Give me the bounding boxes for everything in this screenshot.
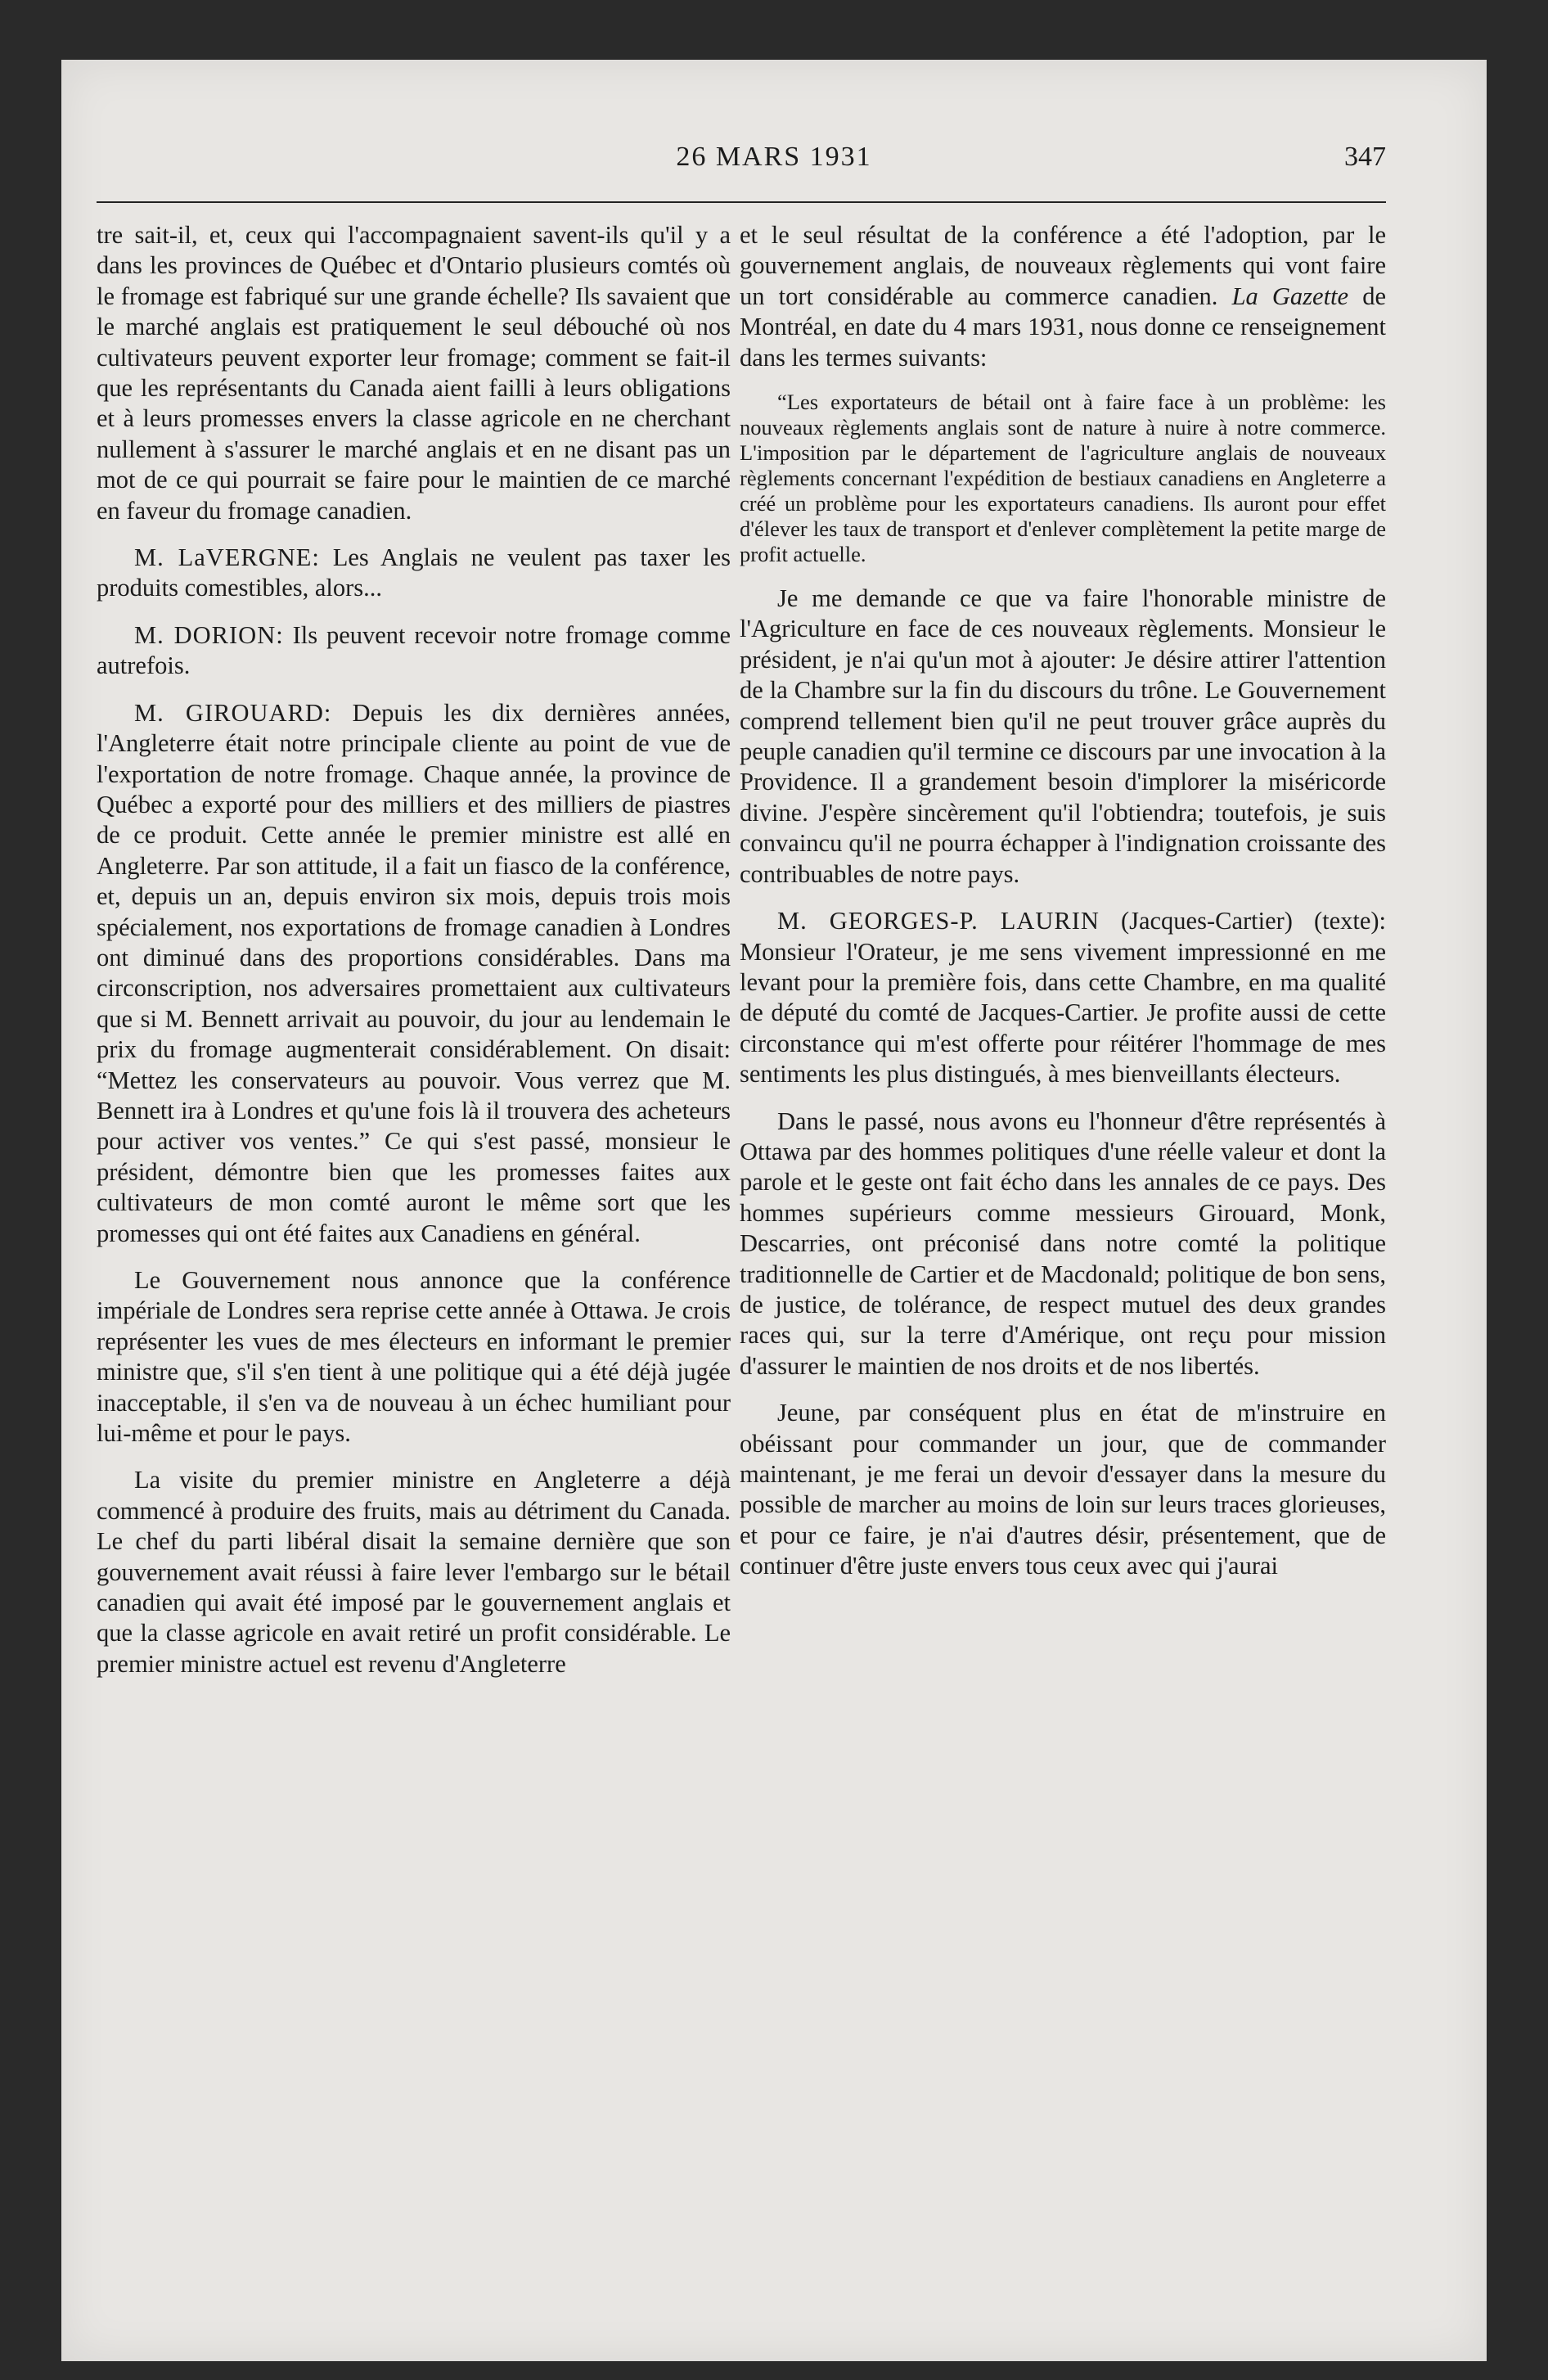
speaker-name: M. GEORGES-P. LAURIN <box>777 907 1100 935</box>
paragraph-text: Ils peuvent recevoir notre fromage comme autrefois. <box>97 620 731 680</box>
scanned-page <box>61 60 1487 2361</box>
paragraph <box>97 220 731 526</box>
paragraph-text: Jeune, par conséquent plus en état de m'instruire en obéissant pour commander un jour, que de commander maintenant, je me ferai un devoir d'essayer dans la mesure du possible de marcher au moins de loin sur leurs traces glorieuses, et pour ce faire, je n'ai d'autres désir, présentement, que de continuer d'être juste envers tous ceux avec qui j'aurai <box>740 1399 1386 1580</box>
newspaper-title: La Gazette <box>1231 282 1349 310</box>
left-column <box>97 220 731 1696</box>
paragraph <box>740 1107 1386 1382</box>
paragraph <box>740 584 1386 890</box>
running-title: 26 MARS 1931 <box>676 142 872 172</box>
speaker-name: M. DORION: <box>134 620 284 649</box>
quotation <box>740 390 1386 567</box>
paragraph <box>740 220 1386 373</box>
speaker-name: M. GIROUARD: <box>134 698 332 727</box>
paragraph <box>97 620 731 682</box>
paragraph <box>97 543 731 604</box>
paragraph-text: Dans le passé, nous avons eu l'honneur d'être représentés à Ottawa par des hommes politiques d'une réelle valeur et dont la parole et le geste ont fait écho dans les annales de ce pays. Des hommes supérieurs comme messieurs Girouard, Monk, Descarries, ont préconisé dans notre comté la politique traditionnelle de Cartier et de Macdonald; politique de bon sens, de justice, de tolérance, de respect mutuel des deux grandes races qui, sur la terre d'Amérique, ont reçu pour mission d'assurer le maintien de nos droits et de nos libertés. <box>740 1107 1386 1380</box>
paragraph-text: Depuis les dix dernières années, l'Angleterre était notre principale cliente au point de vue de l'exportation de notre fromage. Chaque année, la province de Québec a exporté pour des milliers et des milliers de piastres de ce produit. Cette année le premier ministre est allé en Angleterre. Par son attitude, il a fait un fiasco de la conférence, et, depuis un an, depuis environ six mois, depuis trois mois spécialement, nos exportations de fromage canadien à Londres ont diminué dans des proportions considérables. Dans ma circonscription, nos adversaires promettaient aux cultivateurs que si M. Bennett arrivait au pouvoir, du jour au lendemain le prix du fromage augmenterait considérablement. On disait: “Mettez les conservateurs au pouvoir. Vous verrez que M. Bennett ira à Londres et qu'une fois là il trouvera des acheteurs pour activer vos ventes.” Ce qui s'est passé, monsieur le président, démontre bien que les promesses faites aux cultivateurs de mon comté auront le même sort que les promesses qui ont été faites aux Canadiens en général. <box>97 698 731 1247</box>
paragraph <box>97 1465 731 1679</box>
right-column <box>740 220 1386 1598</box>
paragraph <box>740 906 1386 1089</box>
speaker-name: M. LaVERGNE: <box>134 543 320 572</box>
paragraph-text: Je me demande ce que va faire l'honorable ministre de l'Agriculture en face de ces nouveaux règlements. Monsieur le président, je n'ai qu'un mot à ajouter: Je désire attirer l'attention de la Chambre sur la fin du discours du trône. Le Gouvernement comprend tellement bien qu'il ne peut trouver grâce auprès du peuple canadien qu'il termine ce discours par une invocation à la Providence. Il a grandement besoin d'implorer la miséricorde divine. J'espère sincèrement qu'il l'obtiendra; toutefois, je suis convaincu qu'il ne pourra échapper à l'indignation croissante des contribuables de notre pays. <box>740 584 1386 888</box>
paragraph-text: Le Gouvernement nous annonce que la conférence impériale de Londres sera reprise cette année à Ottawa. Je crois représenter les vues de mes électeurs en informant le premier ministre que, s'il s'en tient à une politique qui a été déjà jugée inacceptable, il s'en va de nouveau à un échec humiliant pour lui-même et pour le pays. <box>97 1266 731 1448</box>
page-number: 347 <box>1344 142 1386 172</box>
paragraph-text: de Montréal, en date du 4 mars 1931, nous donne ce renseignement dans les termes suivants: <box>740 282 1387 372</box>
paragraph-text: et le seul résultat de la conférence a été l'adoption, par le gouvernement anglais, de nouveaux règlements qui vont faire un tort considérable au commerce canadien. <box>740 221 1386 310</box>
quotation-text: “Les exportateurs de bétail ont à faire face à un problème: les nouveaux règlements anglais sont de nature à nuire à notre commerce. L'imposition par le département de l'agriculture anglais de nouveaux règlements concernant l'expédition de bestiaux canadiens en Angleterre a créé un problème pour les exportateurs canadiens. Ils auront pour effet d'élever les taux de transport et d'enlever complètement la petite marge de profit actuelle. <box>740 390 1386 567</box>
paragraph <box>97 1265 731 1449</box>
header-rule <box>97 201 1386 203</box>
paragraph <box>97 698 731 1249</box>
paragraph <box>740 1398 1386 1581</box>
paragraph-text: tre sait-il, et, ceux qui l'accompagnaient savent-ils qu'il y a dans les provinces de Québec et d'Ontario plusieurs comtés où le fromage est fabriqué sur une grande échelle? Ils savaient que le marché anglais est pratiquement le seul débouché où nos cultivateurs peuvent exporter leur fromage; comment se fait-il que les représentants du Canada aient failli à leurs obligations et à leurs promesses envers la classe agricole en ne cherchant nullement à s'assurer le marché anglais et en ne disant pas un mot de ce qui pourrait se faire pour le maintien de ce marché en faveur du fromage canadien. <box>97 221 731 525</box>
paragraph-text: (Jacques-Cartier) (texte): Monsieur l'Orateur, je me sens vivement impressionné en me levant pour la première fois, dans cette Chambre, en ma qualité de député du comté de Jacques-Cartier. Je profite aussi de cette circonstance qui m'est offerte pour réitérer l'hommage de mes sentiments les plus distingués, à mes bienveillants électeurs. <box>740 907 1387 1089</box>
paragraph-text: La visite du premier ministre en Angleterre a déjà commencé à produire des fruits, mais au détriment du Canada. Le chef du parti libéral disait la semaine dernière que son gouvernement avait réussi à faire lever l'embargo sur le bétail canadien qui avait été imposé par le gouvernement anglais et que la classe agricole en avait retiré un profit considérable. Le premier ministre actuel est revenu d'Angleterre <box>97 1466 731 1678</box>
running-header <box>61 142 1487 183</box>
paragraph-text: Les Anglais ne veulent pas taxer les produits comestibles, alors... <box>97 543 731 602</box>
